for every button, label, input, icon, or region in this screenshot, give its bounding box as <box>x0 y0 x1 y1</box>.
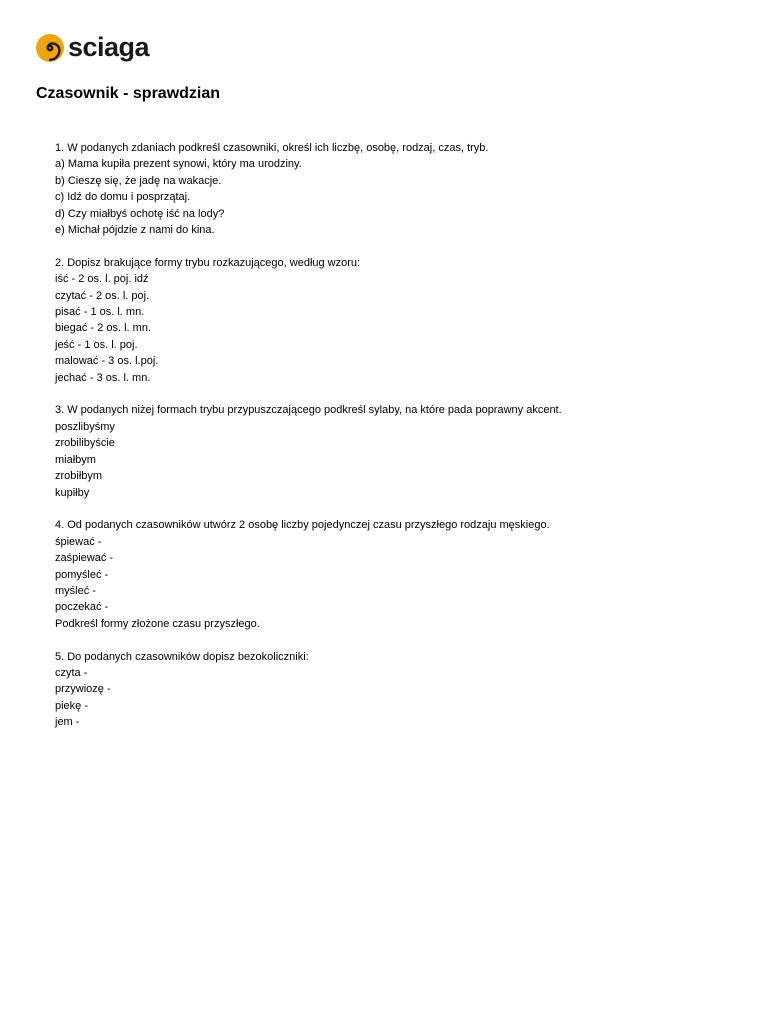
exercise-line: iść - 2 os. l. poj. idź <box>55 273 149 286</box>
exercise-line: poszlibyśmy <box>55 420 115 433</box>
exercise-line: miałbym <box>55 453 96 466</box>
exercise-line: czytać - 2 os. l. poj. <box>55 289 150 302</box>
exercise-heading: 1. W podanych zdaniach podkreśl czasowniki, określ ich liczbę, osobę, rodzaj, czas, tryb. <box>55 142 489 154</box>
exercise-line: zaśpiewać - <box>55 552 114 565</box>
exercise-5 <box>55 649 735 731</box>
exercise-line: zrobiłbym <box>55 470 103 483</box>
exercise-1 <box>55 140 735 238</box>
exercise-line: jeść - 1 os. l. poj. <box>55 338 138 351</box>
exercise-line: śpiewać - <box>55 535 102 548</box>
exercise-heading: 3. W podanych niżej formach trybu przypuszczającego podkreśl sylaby, na które pada poprawny akcent. <box>55 404 562 417</box>
exercise-line: a) Mama kupiła prezent synowi, który ma urodziny. <box>55 158 302 171</box>
exercise-line: b) Cieszę się, że jadę na wakacje. <box>55 174 222 187</box>
exercise-heading: 5. Do podanych czasowników dopisz bezokoliczniki: <box>55 650 309 663</box>
exercise-line: Podkreśl formy złożone czasu przyszłego. <box>55 617 260 630</box>
exercise-content <box>55 140 735 747</box>
exercise-line: jem - <box>55 716 80 729</box>
exercise-line: biegać - 2 os. l. mn. <box>55 322 151 335</box>
sciaga-logo[interactable] <box>35 33 149 63</box>
exercise-2 <box>55 255 735 386</box>
exercise-line: pomyśleć - <box>55 568 109 581</box>
exercise-4 <box>55 517 735 632</box>
spiral-logo-icon <box>35 33 65 63</box>
exercise-line: c) Idź do domu i posprzątaj. <box>55 191 191 204</box>
exercise-line: pisać - 1 os. l. mn. <box>55 306 145 319</box>
logo-text: sciaga <box>68 32 150 62</box>
exercise-line: jechać - 3 os. l. mn. <box>55 371 151 384</box>
exercise-line: poczekać - <box>55 601 109 614</box>
exercise-3 <box>55 402 735 500</box>
exercise-line: malować - 3 os. l.poj. <box>55 355 159 368</box>
exercise-heading: 4. Od podanych czasowników utwórz 2 osobę liczby pojedynczej czasu przyszłego rodzaju męskiego. <box>55 519 550 532</box>
exercise-line: myśleć - <box>55 584 96 597</box>
exercise-line: e) Michał pójdzie z nami do kina. <box>55 224 215 237</box>
exercise-line: d) Czy miałbyś ochotę iść na lody? <box>55 207 225 220</box>
exercise-heading: 2. Dopisz brakujące formy trybu rozkazującego, według wzoru: <box>55 256 361 269</box>
exercise-line: czyta - <box>55 666 88 679</box>
page-title: Czasownik - sprawdzian <box>36 85 221 102</box>
exercise-line: kupiłby <box>55 486 90 499</box>
exercise-line: zrobilibyście <box>55 437 115 450</box>
exercise-line: przywiozę - <box>55 683 111 696</box>
exercise-line: piekę - <box>55 699 89 712</box>
